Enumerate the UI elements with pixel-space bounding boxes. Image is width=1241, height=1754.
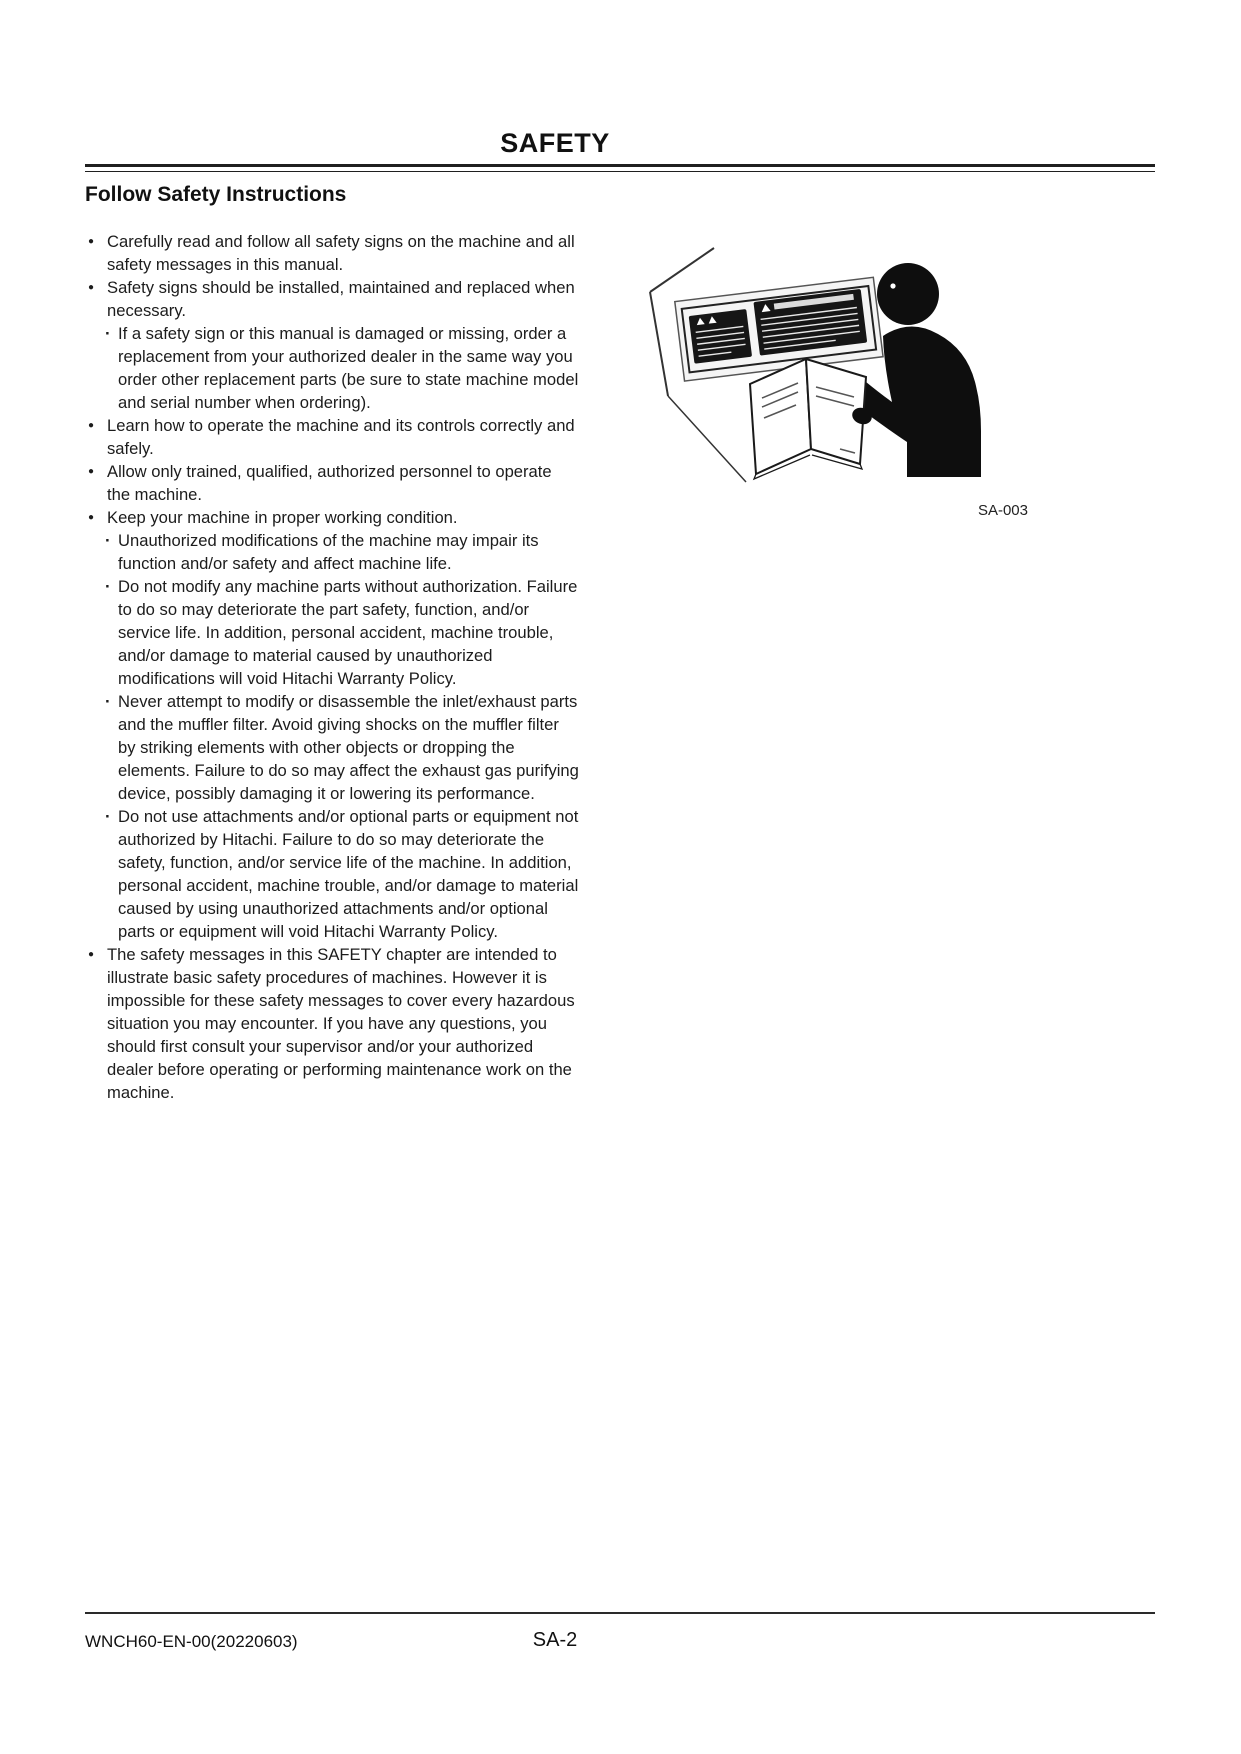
figure-illustration [648,246,1036,519]
page-title: SAFETY [500,128,610,158]
sub-bullet-item [85,529,579,575]
eye-dot [890,283,895,288]
bullet-item [85,506,579,529]
sub-bullet-item [85,575,579,690]
list-item-text: Keep your machine in proper working condition. [107,508,458,527]
header-rule-thick [85,164,1155,167]
sub-bullet-item [85,690,579,805]
list-item-text: Learn how to operate the machine and its controls correctly and safely. [107,416,575,458]
list-item-text: Allow only trained, qualified, authorized personnel to operate the machine. [107,462,552,504]
bullet-marker: ● [88,466,95,477]
footer-rule [85,1612,1155,1614]
bullet-marker: ● [88,512,95,523]
sub-bullet-marker: · [105,577,111,596]
sub-bullet-item [85,805,579,943]
header-rule-thin [85,171,1155,172]
bullet-item [85,414,579,460]
footer-doc-code: WNCH60-EN-00(20220603) [85,1632,298,1651]
machine-panel [675,277,883,381]
list-item-text: Safety signs should be installed, maintained and replaced when necessary. [107,278,575,320]
section-title: Follow Safety Instructions [85,183,347,206]
bullet-item [85,943,579,1104]
bullet-marker: ● [88,949,95,960]
warning-label-icon [689,309,752,364]
sub-bullet-marker: · [105,531,111,550]
bullet-item [85,230,579,276]
sub-bullet-marker: · [105,692,111,711]
list-item-text: If a safety sign or this manual is damaged or missing, order a replacement from your authorized dealer in the same way you order other replacement parts (be sure to state machine model and serial number when ordering). [118,324,579,412]
bullet-item [85,276,579,322]
bullet-marker: ● [88,236,95,247]
bullet-marker: ● [88,420,95,431]
list-item-text: Carefully read and follow all safety signs on the machine and all safety messages in this manual. [107,232,575,274]
footer-page-number: SA-2 [532,1629,578,1651]
list-item-text: The safety messages in this SAFETY chapter are intended to illustrate basic safety procedures of machines. However it is impossible for these safety messages to cover every hazardous situation you may encounter. If you have any questions, you should first consult your supervisor and/or your authorized dealer before operating or performing maintenance work on the machine. [107,945,575,1102]
safety-illustration-graphic [648,246,1036,498]
sub-bullet-marker: · [105,807,111,826]
safety-list [85,230,579,1104]
list-item-text: Unauthorized modifications of the machine may impair its function and/or safety and affect machine life. [118,531,539,573]
list-item-text: Never attempt to modify or disassemble the inlet/exhaust parts and the muffler filter. Avoid giving shocks on the muffler filter by striking elements with other objects or dropping the elements. Failure to do so may affect the exhaust gas purifying device, possibly damaging it or lowering its performance. [118,692,579,803]
list-item-text: Do not modify any machine parts without authorization. Failure to do so may deteriorate the part safety, function, and/or service life. In addition, personal accident, machine trouble, and/or damage to material caused by unauthorized modifications will void Hitachi Warranty Policy. [118,577,578,688]
figure-caption: SA-003 [977,502,1028,519]
sub-bullet-item [85,322,579,414]
bullet-marker: ● [88,282,95,293]
sub-bullet-marker: · [105,324,111,343]
manual-book [750,359,866,479]
list-item-text: Do not use attachments and/or optional parts or equipment not authorized by Hitachi. Failure to do so may deteriorate the safety, function, and/or service life of the machine. In addition, personal accident, machine trouble, and/or damage to material caused by using unauthorized attachments and/or optional parts or equipment will void Hitachi Warranty Policy. [118,807,579,941]
bullet-item [85,460,579,506]
